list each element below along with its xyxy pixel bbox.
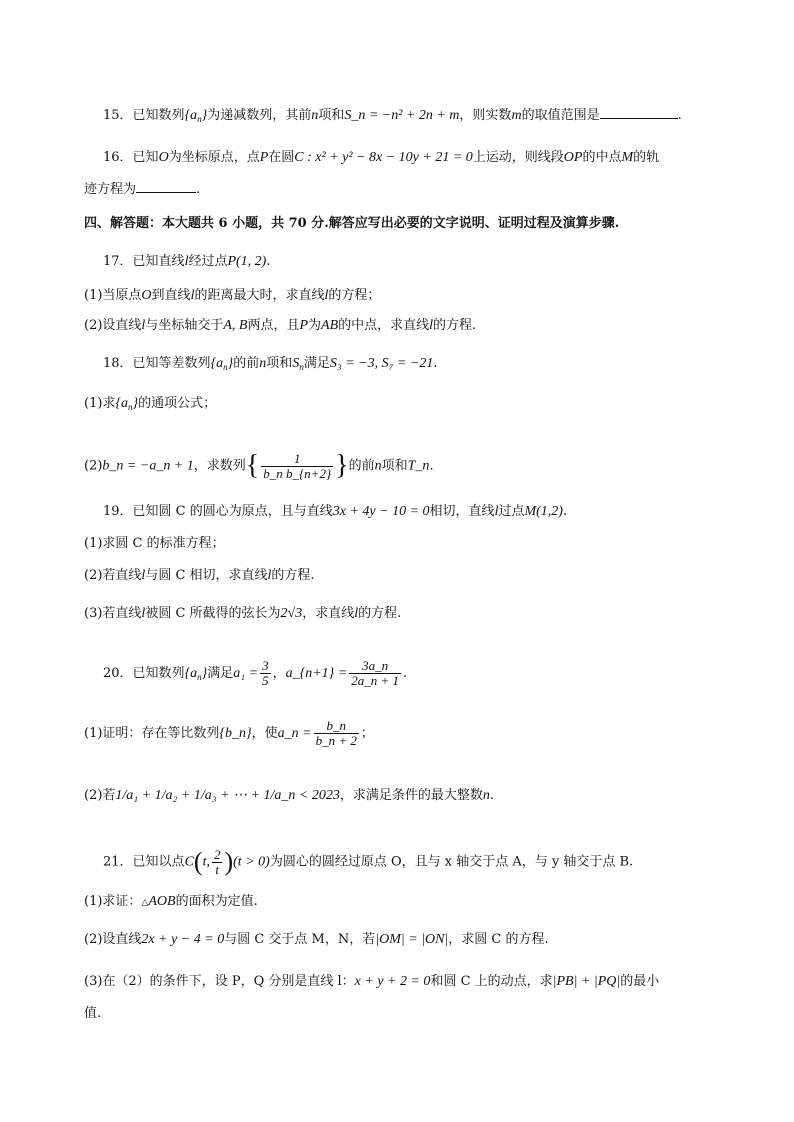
var-l: l [190,288,195,303]
var-l: l [494,504,499,519]
text: ，求数列 [193,458,246,474]
text: 和圆 C 上的动点，求 [430,974,553,989]
var-O: O [158,150,169,165]
question-18-part-2 [84,446,434,487]
var-n: n [311,108,319,123]
text: 为坐标原点，点 [168,150,260,165]
text: 与圆 C 交于点 M，N，若 [224,932,376,947]
var-l: l [267,568,272,583]
text: ，求直线 [302,606,355,621]
text: 的方程. [433,318,477,333]
text: (1)求 [84,396,116,411]
var-P: P [299,318,309,333]
recurrence-label: a_{n+1} = [285,666,348,681]
text: (1)证明：存在等比数列 [84,726,220,741]
question-number: 16． [103,150,133,165]
question-21-part-3-cont: 值. [84,1006,102,1021]
text: 满足 [303,356,330,371]
sequence-an: $\{a_n\}$ [210,356,234,372]
question-18 [103,354,438,377]
coord-t: t, [202,854,210,870]
text: 的前 [348,458,375,474]
question-19 [103,502,567,522]
question-number: 21． [103,854,133,870]
text: 已知 [132,150,159,165]
var-Tn: T_n [407,458,430,474]
text: 的方程； [328,288,381,303]
question-16 [103,148,659,168]
triangle-AOB: AOB [148,894,176,909]
var-l: l [429,318,434,333]
brace-close: } [335,450,349,481]
text: 的取值范围是 [521,108,600,123]
text: . [196,182,201,197]
text: 已知等差数列 [132,356,211,371]
question-number: 20． [103,666,133,681]
text: 相切，直线 [429,504,495,519]
sequence-an: $\{a_n\}$ [115,396,139,412]
question-number: 15． [103,108,133,123]
text: (2)设直线 [84,318,142,333]
answer-blank[interactable] [600,106,678,119]
question-17-part-1 [84,286,380,306]
text: 与坐标轴交于 [145,318,224,333]
sum-formula: S_n = −n² + 2n + m [344,108,460,123]
question-20-part-1 [84,714,374,754]
t-condition: (t > 0) [233,854,270,870]
text: 的轨 [633,150,660,165]
segment-OP: OP [563,150,583,165]
text: 已知直线 [132,254,185,269]
an-label: a_n = [277,726,312,741]
point-P: P(1, 2) [227,254,267,269]
segment-AB: AB [321,318,339,333]
points-AB: A, B [223,318,248,333]
chord-length: 2√3 [280,606,303,621]
question-21-part-1 [84,892,258,913]
brace-open: { [245,450,260,481]
question-19-part-2 [84,566,315,586]
text: 为圆心的圆经过原点 O，且与 x 轴交于点 A，与 y 轴交于点 B. [269,854,634,870]
question-21-part-2 [84,930,549,950]
point-C: C [184,854,194,870]
text: 被圆 C 所截得的弦长为 [145,606,281,621]
point-M: M(1,2) [524,504,563,519]
text: (3)若直线 [84,606,142,621]
text: . [489,788,494,803]
var-l: l [184,254,189,269]
text: 经过点 [188,254,228,269]
text: . [266,254,271,269]
text: 的距离最大时，求直线 [194,288,325,303]
circle-equation: C : x² + y² − 8x − 10y + 21 = 0 [294,150,473,165]
text: 到直线 [151,288,191,303]
bn-definition: b_n = −a_n + 1 [102,458,194,474]
text: 满足 [207,666,234,681]
var-n: n [482,788,490,803]
paren-close: ) [224,847,234,876]
text: . [677,108,682,123]
text: ，使 [251,726,278,741]
question-20 [103,654,407,697]
text: (1)求证： [84,894,142,909]
var-n: n [374,458,382,474]
question-number: 19． [103,504,133,519]
section-heading: 四、解答题：本大题共 6 小题，共 70 分.解答应写出必要的文字说明、证明过程及演算步骤. [84,216,620,231]
text: 与圆 C 相切，求直线 [145,568,268,583]
line-equation: 2x + y − 4 = 0 [141,932,225,947]
fraction-2-over-t: $\frac{2}{t}$ [213,846,221,877]
text: 项和 [318,108,345,123]
text: (2)若直线 [84,568,142,583]
text: ，求满足条件的最大整数 [339,788,483,803]
question-18-part-1 [84,394,216,417]
text: 已知圆 C 的圆心为原点，且与直线 [132,504,333,519]
sequence-an: $\{a_n\}$ [184,108,208,124]
var-M: M [621,150,634,165]
paren-open: ( [193,847,203,876]
sequence-bn: {b_n} [219,726,252,741]
text: 已知以点 [132,854,185,870]
var-l: l [141,606,146,621]
var-l: l [324,288,329,303]
var-l: l [141,318,146,333]
var-P: P [259,150,269,165]
text: 为递减数列，其前 [207,108,312,123]
var-l: l [354,606,359,621]
text: (2)设直线 [84,932,142,947]
text: 为 [308,318,322,333]
text: 两点，且 [247,318,300,333]
text: . [429,458,434,474]
question-21 [103,842,633,883]
fraction: $\frac{1}{\text{b\_n b\_\{n+2\}}}$ [263,450,332,481]
text: . [403,666,408,681]
question-20-part-2 [84,776,494,816]
text: 的方程. [271,568,315,583]
text: 的中点 [582,150,622,165]
text: 上运动，则线段 [472,150,564,165]
text: 的中点，求直线 [338,318,430,333]
fraction-an: $\frac{b\_n}{b\_n + 2}$ [315,718,357,748]
text: 的面积为定值. [175,894,258,909]
fraction-recurrence: $\frac{3a\_n}{2a\_n + 1}$ [351,658,400,688]
text: ； [360,726,374,741]
text: (2) [84,458,103,474]
text: ， [272,666,286,681]
var-n: n [259,356,267,371]
distance-sum: |PB| + |PQ| [552,974,621,989]
text: . [433,356,438,371]
var-l: l [141,568,146,583]
question-17 [103,252,271,272]
tangent-line: 3x + 4y − 10 = 0 [332,504,430,519]
var-m: m [511,108,522,123]
text: 的方程. [358,606,402,621]
triangle-icon: △ [141,898,149,908]
text: 已知数列 [132,666,185,681]
distance-equality: |OM| = |ON| [375,932,449,947]
var-Sn: $S_n$ [292,356,304,372]
question-16-cont [84,180,200,200]
question-21-part-3 [84,972,659,992]
text: 的最小 [620,974,660,989]
question-19-part-1: (1)求圆 C 的标准方程； [84,536,225,551]
text: (1)当原点 [84,288,142,303]
condition: S₃ = −3, S₇ = −21 [329,356,434,371]
sequence-an: $\{a_n\}$ [184,666,208,682]
text: 项和 [266,356,293,371]
line-l-equation: x + y + 2 = 0 [354,974,431,989]
text: 的前 [233,356,260,371]
question-number: 17． [103,254,133,269]
text: (2)若 [84,788,116,803]
text: . [562,504,568,519]
text: ，求圆 C 的方程. [448,932,549,947]
text: 过点 [498,504,525,519]
question-19-part-3 [84,604,401,624]
text: (3)在（2）的条件下，设 P，Q 分别是直线 l： [84,974,355,989]
text: 在圆 [268,150,295,165]
question-number: 18． [103,356,133,371]
fraction-a1: $\frac{3}{5}$ [262,658,269,688]
text: 项和 [381,458,408,474]
a1-label: a₁ = [233,666,259,681]
text: 已知数列 [132,108,185,123]
text: 的通项公式； [138,396,217,411]
text: ，则实数 [459,108,512,123]
answer-blank[interactable] [136,180,196,193]
reciprocal-sum-inequality: 1/a₁ + 1/a₂ + 1/a₃ + ⋯ + 1/a_n < 2023 [115,788,340,803]
question-15 [103,106,682,129]
question-17-part-2 [84,316,476,336]
text: 迹方程为 [84,182,137,197]
var-O: O [141,288,152,303]
